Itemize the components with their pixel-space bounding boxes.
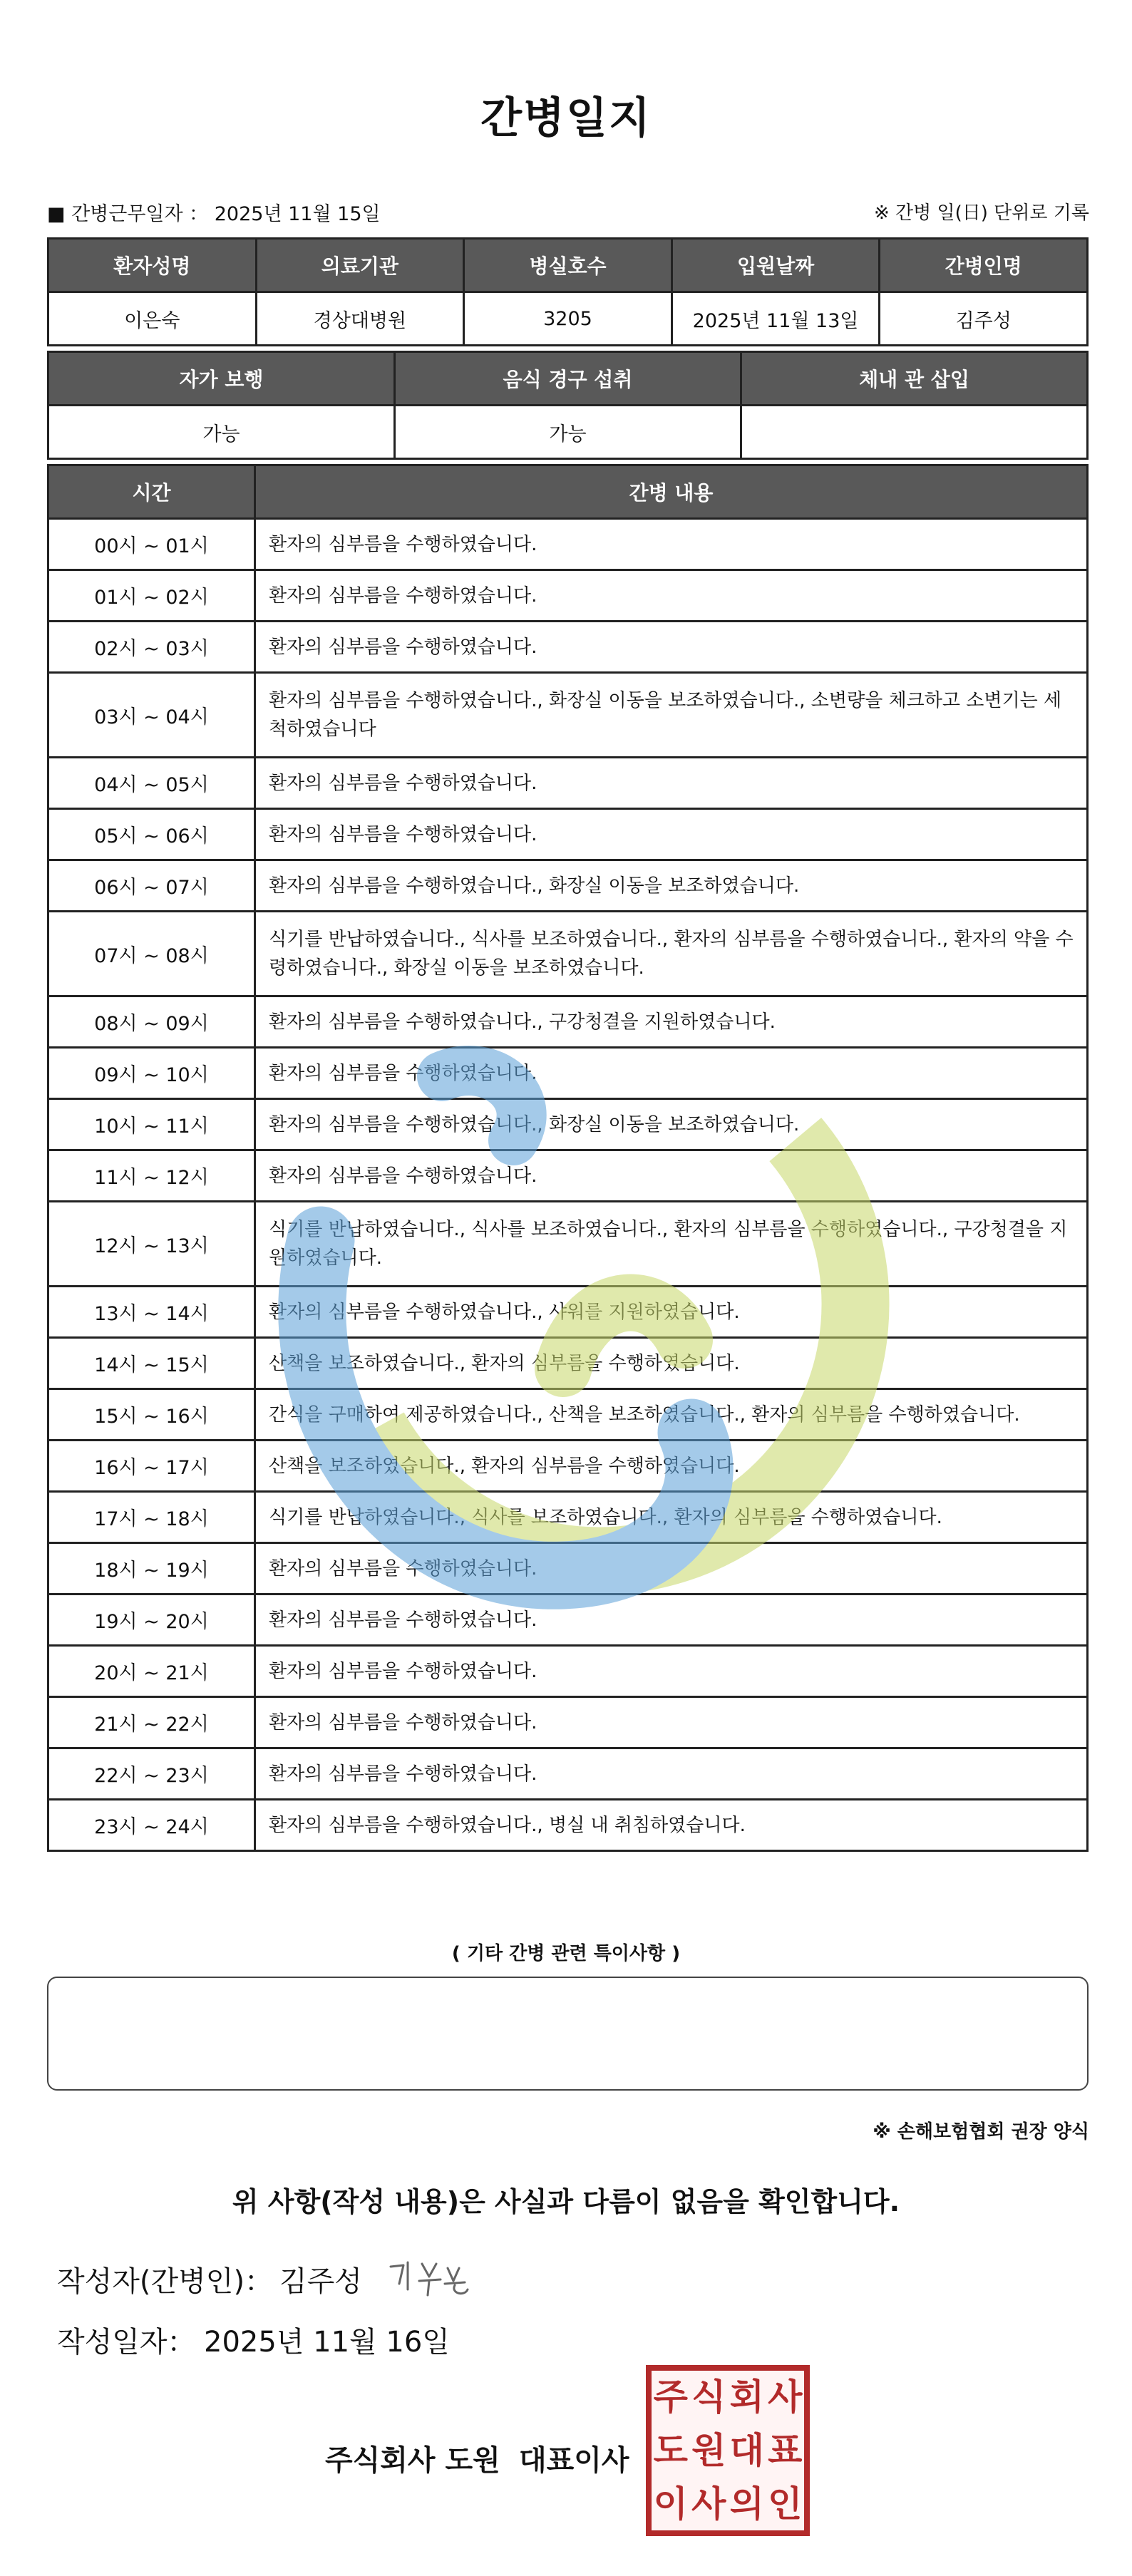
log-content: 환자의 심부름을 수행하였습니다. [255,1748,1088,1800]
log-time: 14시 ~ 15시 [48,1338,255,1389]
log-content: 환자의 심부름을 수행하였습니다. [255,622,1088,673]
log-row [48,758,1088,809]
log-content: 환자의 심부름을 수행하였습니다., 샤워를 지원하였습니다. [255,1287,1088,1338]
log-time: 07시 ~ 08시 [48,912,255,996]
log-content: 환자의 심부름을 수행하였습니다., 병실 내 취침하였습니다. [255,1800,1088,1851]
header-hospital: 의료기관 [256,239,464,292]
self-walking-value: 가능 [48,406,395,459]
log-content: 환자의 심부름을 수행하였습니다. [255,809,1088,860]
log-content: 산책을 보조하였습니다., 환자의 심부름을 수행하였습니다. [255,1338,1088,1389]
log-time: 15시 ~ 16시 [48,1389,255,1441]
log-row [48,570,1088,622]
header-time: 시간 [48,465,255,519]
log-content: 환자의 심부름을 수행하였습니다. [255,519,1088,570]
log-row [48,1492,1088,1543]
log-content: 식기를 반납하였습니다., 식사를 보조하였습니다., 환자의 심부름을 수행하였습니다., 환자의 약을 수령하였습니다., 화장실 이동을 보조하였습니다. [255,912,1088,996]
header-care-content: 간병 내용 [255,465,1088,519]
log-content: 환자의 심부름을 수행하였습니다., 화장실 이동을 보조하였습니다. [255,1099,1088,1150]
date-label: 작성일자： [57,2326,196,2359]
log-time: 05시 ~ 06시 [48,809,255,860]
company-name: 주식회사 도원 [325,2444,500,2477]
log-row [48,1697,1088,1748]
log-time: 17시 ~ 18시 [48,1492,255,1543]
header-oral-intake: 음식 경구 섭취 [395,352,741,406]
header-self-walking: 자가 보행 [48,352,395,406]
log-time: 08시 ~ 09시 [48,996,255,1048]
log-time: 12시 ~ 13시 [48,1202,255,1287]
log-row [48,860,1088,912]
company-seal-stamp [646,2365,810,2536]
date-value: 2025년 11월 16일 [204,2326,450,2359]
log-time: 00시 ~ 01시 [48,519,255,570]
log-time: 11시 ~ 12시 [48,1150,255,1202]
log-row [48,809,1088,860]
log-time: 04시 ~ 05시 [48,758,255,809]
seal-character: 사 [691,2482,726,2525]
confirmation-statement: 위 사항(작성 내용)은 사실과 다름이 없음을 확인합니다. [232,2186,900,2217]
log-time: 19시 ~ 20시 [48,1594,255,1646]
author-label: 작성자(간병인)： [57,2265,274,2298]
notes-title: ( 기타 간병 관련 특이사항 ) [451,1943,681,1964]
log-content: 간식을 구매하여 제공하였습니다., 산책을 보조하였습니다., 환자의 심부름을 수행하였습니다. [255,1389,1088,1441]
log-row [48,1389,1088,1441]
log-row [48,1646,1088,1697]
log-row [48,996,1088,1048]
header-admission-date: 입원날짜 [672,239,880,292]
author-signature [385,2252,478,2302]
log-row [48,1202,1088,1287]
seal-character: 인 [768,2482,803,2525]
header-room-number: 병실호수 [464,239,672,292]
log-content: 환자의 심부름을 수행하였습니다. [255,1697,1088,1748]
log-row [48,1543,1088,1594]
log-content: 환자의 심부름을 수행하였습니다. [255,570,1088,622]
log-row [48,1594,1088,1646]
log-row [48,1338,1088,1389]
log-time: 18시 ~ 19시 [48,1543,255,1594]
care-log-table [47,464,1089,1852]
seal-character: 주 [653,2376,688,2418]
seal-character: 의 [729,2482,764,2525]
header-tube-insertion: 체내 관 삽입 [741,352,1088,406]
seal-character: 원 [691,2428,726,2471]
tube-insertion-value [741,406,1088,459]
log-time: 22시 ~ 23시 [48,1748,255,1800]
log-content: 식기를 반납하였습니다., 식사를 보조하였습니다., 환자의 심부름을 수행하였습니다., 구강청결을 지원하였습니다. [255,1202,1088,1287]
seal-character: 식 [691,2376,726,2418]
log-time: 13시 ~ 14시 [48,1287,255,1338]
hospital: 경상대병원 [256,292,464,346]
log-row [48,673,1088,758]
log-row [48,1748,1088,1800]
caregiver-name: 김주성 [880,292,1088,346]
log-content: 환자의 심부름을 수행하였습니다. [255,1150,1088,1202]
log-row [48,1287,1088,1338]
author-name: 김주성 [279,2265,362,2298]
seal-character: 도 [653,2428,688,2471]
info-header-row [48,239,1088,292]
header-caregiver-name: 간병인명 [880,239,1088,292]
seal-character: 사 [768,2376,803,2418]
log-row [48,912,1088,996]
log-time: 16시 ~ 17시 [48,1441,255,1492]
log-row [48,1048,1088,1099]
log-content: 환자의 심부름을 수행하였습니다., 화장실 이동을 보조하였습니다., 소변량을 체크하고 소변기는 세척하였습니다 [255,673,1088,758]
log-row [48,1441,1088,1492]
admission-date: 2025년 11월 13일 [672,292,880,346]
special-notes-box [47,1977,1089,2091]
patient-info-table [47,237,1089,346]
log-row [48,1150,1088,1202]
log-header-row [48,465,1088,519]
log-content: 산책을 보조하였습니다., 환자의 심부름을 수행하였습니다. [255,1441,1088,1492]
log-content: 환자의 심부름을 수행하였습니다. [255,1594,1088,1646]
form-recommendation-note: ※ 손해보험협회 권장 양식 [873,2121,1089,2143]
log-content: 환자의 심부름을 수행하였습니다. [255,1646,1088,1697]
log-time: 02시 ~ 03시 [48,622,255,673]
room-number: 3205 [464,292,672,346]
log-content: 환자의 심부름을 수행하였습니다., 구강청결을 지원하였습니다. [255,996,1088,1048]
work-date-label: ■ 간병근무일자 ： 2025년 11월 15일 [47,203,381,225]
status-header-row [48,352,1088,406]
unit-note: ※ 간병 일(日) 단위로 기록 [873,202,1089,224]
log-time: 20시 ~ 21시 [48,1646,255,1697]
log-content: 환자의 심부름을 수행하였습니다. [255,1048,1088,1099]
log-row [48,1099,1088,1150]
seal-character: 회 [729,2376,764,2418]
log-content: 환자의 심부름을 수행하였습니다. [255,1543,1088,1594]
patient-status-table [47,351,1089,460]
status-value-row [48,406,1088,459]
log-time: 09시 ~ 10시 [48,1048,255,1099]
seal-character: 표 [768,2428,803,2471]
log-row [48,622,1088,673]
log-content: 식기를 반납하였습니다., 식사를 보조하였습니다., 환자의 심부름을 수행하였습니다. [255,1492,1088,1543]
log-content: 환자의 심부름을 수행하였습니다. [255,758,1088,809]
log-body [48,519,1088,1851]
log-time: 01시 ~ 02시 [48,570,255,622]
log-time: 23시 ~ 24시 [48,1800,255,1851]
log-time: 21시 ~ 22시 [48,1697,255,1748]
info-value-row [48,292,1088,346]
patient-name: 이은숙 [48,292,257,346]
log-content: 환자의 심부름을 수행하였습니다., 화장실 이동을 보조하였습니다. [255,860,1088,912]
log-time: 03시 ~ 04시 [48,673,255,758]
log-row [48,519,1088,570]
log-time: 10시 ~ 11시 [48,1099,255,1150]
seal-character: 이 [653,2482,688,2525]
document-title: 간병일지 [480,93,652,143]
header-patient-name: 환자성명 [48,239,257,292]
log-time: 06시 ~ 07시 [48,860,255,912]
log-row [48,1800,1088,1851]
oral-intake-value: 가능 [395,406,741,459]
seal-character: 대 [729,2428,764,2471]
ceo-title: 대표이사 [519,2444,629,2477]
